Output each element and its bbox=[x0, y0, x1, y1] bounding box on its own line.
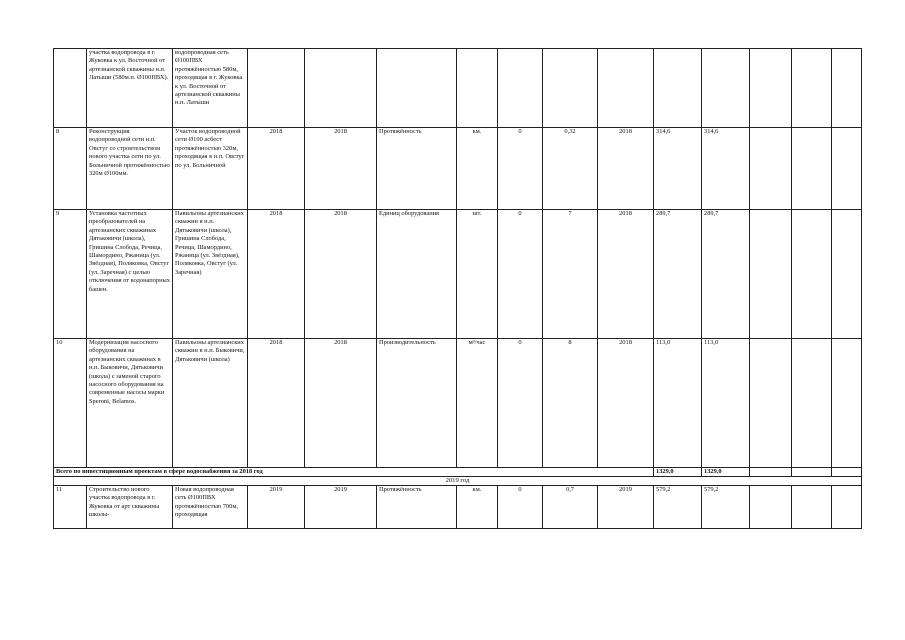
empty-cell bbox=[832, 339, 862, 468]
project-name: Реконструкция водопроводной сети н.п. Овстуг со строительством нового участка сети по ул. Больничной протяжённостью 320м Ø100мм. bbox=[87, 128, 173, 210]
total-label: Всего по инвестиционным проектам в сфере водоснабжения за 2018 год bbox=[54, 468, 654, 477]
empty-cell bbox=[792, 339, 832, 468]
unit: м³/час bbox=[457, 339, 498, 468]
project-location: Павильоны артезианских скважин в н.п. Дятьковичи (школа), Гришина Слобода, Речица, Шамордино, Ржаница (ул. Звёздная), Поляковка, Овстуг (ул. Заречная) bbox=[173, 210, 248, 339]
indicator bbox=[377, 49, 457, 128]
end-year: 2018 bbox=[305, 128, 377, 210]
empty-cell bbox=[832, 210, 862, 339]
value-after bbox=[543, 49, 598, 128]
empty-cell bbox=[832, 49, 862, 128]
empty-cell bbox=[832, 486, 862, 529]
empty-cell bbox=[792, 486, 832, 529]
cost: 314,6 bbox=[654, 128, 702, 210]
completion-year: 2019 bbox=[598, 486, 654, 529]
table-row bbox=[54, 49, 862, 128]
cost-2: 314,6 bbox=[702, 128, 750, 210]
project-name: участка водопровода в г. Жуковка к ул. Восточной от артезианской скважины н.п. Латыши (580м.п. Ø100ПВХ). bbox=[87, 49, 173, 128]
empty-cell bbox=[792, 468, 832, 477]
value-before: 0 bbox=[498, 210, 543, 339]
total-cost-2: 1329,0 bbox=[702, 468, 750, 477]
end-year: 2018 bbox=[305, 210, 377, 339]
value-before: 0 bbox=[498, 339, 543, 468]
empty-cell bbox=[832, 468, 862, 477]
value-before bbox=[498, 49, 543, 128]
completion-year: 2018 bbox=[598, 128, 654, 210]
table-row bbox=[54, 128, 862, 210]
row-number: 11 bbox=[54, 486, 87, 529]
project-location: Участок водопроводной сети Ø100 асбест протяжённостью 320м, проходящая в н.п. Овстуг по ул. Больничной bbox=[173, 128, 248, 210]
start-year: 2019 bbox=[248, 486, 305, 529]
cost: 579,2 bbox=[654, 486, 702, 529]
total-cost: 1329,0 bbox=[654, 468, 702, 477]
empty-cell bbox=[750, 468, 792, 477]
value-after: 0,7 bbox=[543, 486, 598, 529]
indicator: Производительность bbox=[377, 339, 457, 468]
empty-cell bbox=[832, 128, 862, 210]
unit bbox=[457, 49, 498, 128]
end-year: 2018 bbox=[305, 339, 377, 468]
unit: км. bbox=[457, 128, 498, 210]
table-row bbox=[54, 486, 862, 529]
total-row bbox=[54, 468, 862, 477]
row-number: 8 bbox=[54, 128, 87, 210]
cost-2: 289,7 bbox=[702, 210, 750, 339]
empty-cell bbox=[750, 128, 792, 210]
completion-year: 2018 bbox=[598, 339, 654, 468]
empty-cell bbox=[750, 486, 792, 529]
start-year: 2018 bbox=[248, 210, 305, 339]
value-after: 7 bbox=[543, 210, 598, 339]
cost-2: 113,0 bbox=[702, 339, 750, 468]
empty-cell bbox=[750, 210, 792, 339]
table-row bbox=[54, 339, 862, 468]
year-header: 2019 год bbox=[54, 477, 862, 486]
start-year: 2018 bbox=[248, 128, 305, 210]
cost: 289,7 bbox=[654, 210, 702, 339]
year-header-row bbox=[54, 477, 862, 486]
table-row bbox=[54, 210, 862, 339]
project-name: Модернизация насосного оборудования на артезианских скважинах в н.п. Быковичи, Дятьковичи (школа) с заменой старого насосного оборудования на современные насосы марки Speroni, Belamos. bbox=[87, 339, 173, 468]
project-name-text: Строительство нового участка водопровода в г. Жуковка от арт скважины школы- bbox=[89, 486, 160, 519]
start-year: 2018 bbox=[248, 339, 305, 468]
row-number: 9 bbox=[54, 210, 87, 339]
project-name bbox=[87, 486, 173, 529]
project-location-text: Новая водопроводная сеть Ø100ПВХ протяжённостью 700м, проходящая bbox=[175, 486, 238, 519]
indicator: Протяжённость bbox=[377, 128, 457, 210]
indicator: Протяжённость bbox=[377, 486, 457, 529]
row-number bbox=[54, 49, 87, 128]
empty-cell bbox=[792, 210, 832, 339]
empty-cell bbox=[750, 49, 792, 128]
empty-cell bbox=[792, 49, 832, 128]
project-name: Установка частотных преобразователей на артезианских скважинах Дятьковичи (школа), Гришина Слобода, Речица, Шамордино, Ржаница (ул. Звёздная), Поляковка, Овстуг (ул. Заречная) с целью отключения от водонапорных башен. bbox=[87, 210, 173, 339]
row-number: 10 bbox=[54, 339, 87, 468]
unit: шт. bbox=[457, 210, 498, 339]
cost: 113,0 bbox=[654, 339, 702, 468]
unit: км. bbox=[457, 486, 498, 529]
value-after: 8 bbox=[543, 339, 598, 468]
investment-table bbox=[53, 48, 862, 529]
project-location bbox=[173, 486, 248, 529]
empty-cell bbox=[792, 128, 832, 210]
empty-cell bbox=[750, 339, 792, 468]
completion-year: 2018 bbox=[598, 210, 654, 339]
value-before: 0 bbox=[498, 128, 543, 210]
project-location: Павильоны артезианских скважин в н.п. Быковичи, Дятьковичи (школа) bbox=[173, 339, 248, 468]
end-year bbox=[305, 49, 377, 128]
cost-2 bbox=[702, 49, 750, 128]
start-year bbox=[248, 49, 305, 128]
cost-2: 579,2 bbox=[702, 486, 750, 529]
value-after: 0,32 bbox=[543, 128, 598, 210]
end-year: 2019 bbox=[305, 486, 377, 529]
cost bbox=[654, 49, 702, 128]
completion-year bbox=[598, 49, 654, 128]
value-before: 0 bbox=[498, 486, 543, 529]
indicator: Единиц оборудования bbox=[377, 210, 457, 339]
project-location: водопроводная сеть Ø100ПВХ протяжённостью 580м, проходящая в г. Жуковка к ул. Восточной от артезианской скважины н.п. Латыши bbox=[173, 49, 248, 128]
